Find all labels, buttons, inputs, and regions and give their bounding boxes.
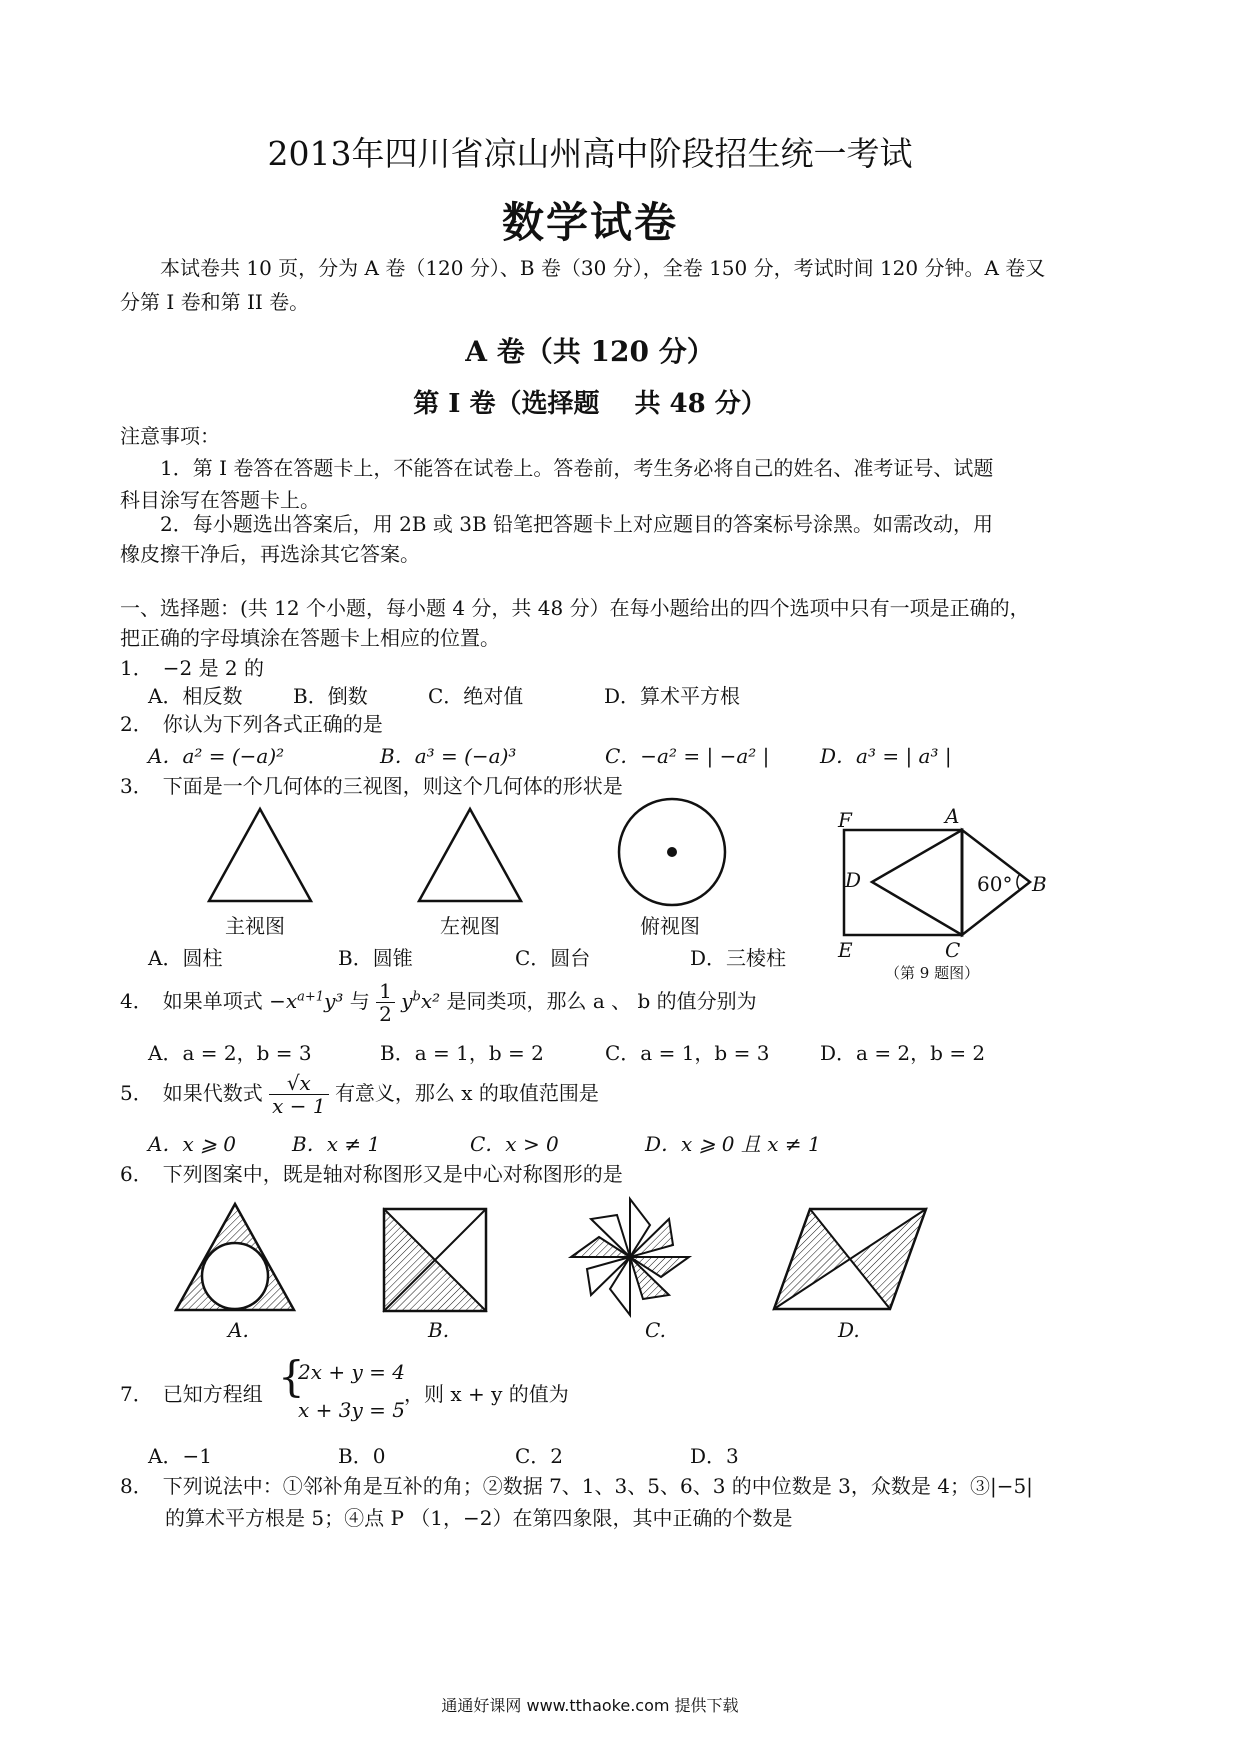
q7-option-a: A．−1: [148, 1444, 212, 1468]
q4-prefix: 4． 如果单项式: [120, 989, 263, 1013]
q4-with: 与: [349, 989, 370, 1013]
q8-line-1: 8． 下列说法中：①邻补角是互补的角；②数据 7、1、3、5、6、3 的中位数是 3，众数是 4；③|−5|: [120, 1474, 1033, 1498]
q3-top-view-label: 俯视图: [640, 914, 700, 938]
q4-term2-x: x²: [420, 989, 441, 1013]
q7-equation-2: x + 3y = 5: [298, 1398, 405, 1422]
q2-option-b: B．a³ = (−a)³: [380, 744, 517, 768]
exam-title: 2013年四川省凉山州高中阶段招生统一考试: [267, 134, 913, 173]
q4-suffix: 是同类项，那么 a 、 b 的值分别为: [446, 989, 757, 1013]
subject-title: 数学试卷: [501, 198, 678, 247]
q6-stem: 6． 下列图案中，既是轴对称图形又是中心对称图形的是: [120, 1162, 623, 1186]
q7-suffix: ，则 x + y 的值为: [404, 1382, 569, 1406]
q5-stem: [120, 1072, 599, 1117]
section-a-heading: A 卷（共 120 分）: [465, 335, 715, 368]
q4-option-c: C．a = 1，b = 3: [605, 1041, 770, 1065]
q4-term2: y: [401, 989, 413, 1013]
q3-top-view-figure: [615, 795, 730, 910]
notes-title: 注意事项：: [120, 424, 220, 448]
q1-option-b: B．倒数: [293, 684, 368, 708]
q6-figure-d: [770, 1205, 930, 1315]
q6-figure-a: [170, 1200, 300, 1315]
intro-line-2: 分第 I 卷和第 II 卷。: [120, 290, 310, 314]
q4-term2-exponent: b: [412, 989, 421, 1005]
q6-figure-c: [565, 1195, 695, 1320]
q4-option-b: B．a = 1，b = 2: [380, 1041, 544, 1065]
q3-option-b: B．圆锥: [338, 946, 413, 970]
q7-option-b: B．0: [338, 1444, 386, 1468]
note-2-line-2: 橡皮擦干净后，再选涂其它答案。: [120, 542, 420, 566]
q7-prefix: 7． 已知方程组: [120, 1382, 263, 1406]
q1-option-a: A．相反数: [148, 684, 243, 708]
q6-label-b: B.: [428, 1318, 450, 1342]
q1-option-d: D．算术平方根: [604, 684, 741, 708]
q4-option-d: D．a = 2，b = 2: [820, 1041, 986, 1065]
q8-line-2: 的算术平方根是 5；④点 P （1，−2）在第四象限，其中正确的个数是: [165, 1506, 793, 1530]
q4-fraction: [376, 980, 395, 1025]
mc-intro-line-1: 一、选择题：(共 12 个小题，每小题 4 分，共 48 分）在每小题给出的四个选项中只有一项是正确的，: [120, 596, 1030, 620]
fig9-point-a: A: [945, 804, 960, 828]
footer-credit: 通通好课网 www.tthaoke.com 提供下载: [441, 1696, 739, 1715]
mc-intro-line-2: 把正确的字母填涂在答题卡上相应的位置。: [120, 626, 500, 650]
q6-label-c: C.: [645, 1318, 666, 1342]
q3-side-view-figure: [415, 805, 525, 905]
fig9-point-b: B: [1032, 872, 1047, 896]
q5-option-b: B．x ≠ 1: [292, 1132, 381, 1156]
fig9-point-c: C: [945, 938, 961, 962]
fig9-point-e: E: [838, 938, 853, 962]
q2-stem: 2． 你认为下列各式正确的是: [120, 712, 383, 736]
q5-fraction-num: √x: [269, 1072, 328, 1095]
q7-equation-1: 2x + y = 4: [298, 1360, 405, 1384]
q4-stem: [120, 980, 757, 1025]
q2-option-a: A．a² = (−a)²: [148, 744, 285, 768]
note-1-line-2: 科目涂写在答题卡上。: [120, 488, 320, 512]
q3-option-a: A．圆柱: [148, 946, 223, 970]
q4-fraction-num: 1: [376, 980, 395, 1003]
fig9-point-f: F: [838, 808, 852, 832]
q3-side-view-label: 左视图: [440, 914, 500, 938]
q5-option-c: C．x > 0: [470, 1132, 559, 1156]
note-2-line-1: 2．每小题选出答案后，用 2B 或 3B 铅笔把答题卡上对应题目的答案标号涂黑。如需改动，用: [160, 512, 993, 536]
q4-term1-y: y³: [324, 989, 344, 1013]
q7-brace: {: [278, 1352, 305, 1401]
q3-stem: 3． 下面是一个几何体的三视图，则这个几何体的形状是: [120, 774, 623, 798]
q5-suffix: 有意义，那么 x 的取值范围是: [334, 1081, 599, 1105]
q3-option-c: C．圆台: [515, 946, 591, 970]
q2-option-d: D．a³ = | a³ |: [820, 744, 952, 768]
q6-label-d: D.: [838, 1318, 860, 1342]
q5-prefix: 5． 如果代数式: [120, 1081, 263, 1105]
q1-stem: 1． −2 是 2 的: [120, 656, 265, 680]
q2-option-c: C．−a² = | −a² |: [605, 744, 770, 768]
fig9-point-d: D: [845, 868, 862, 892]
q4-term1: −x: [269, 989, 298, 1013]
q7-option-c: C．2: [515, 1444, 564, 1468]
q7-option-d: D．3: [690, 1444, 739, 1468]
q5-option-d: D．x ⩾ 0 且 x ≠ 1: [645, 1132, 821, 1156]
q3-front-view-label: 主视图: [225, 914, 285, 938]
intro-line-1: 本试卷共 10 页，分为 A 卷（120 分）、B 卷（30 分），全卷 150 分，考试时间 120 分钟。A 卷又: [160, 256, 1046, 280]
fig9-angle-label: 60°: [977, 872, 1013, 896]
q1-option-c: C．绝对值: [428, 684, 524, 708]
q3-option-d: D．三棱柱: [690, 946, 787, 970]
q6-figure-b: [380, 1205, 490, 1315]
q3-front-view-figure: [205, 805, 315, 905]
q5-fraction-den: x − 1: [272, 1094, 326, 1118]
part-1-heading: 第 I 卷（选择题 共 48 分）: [413, 389, 767, 419]
q4-option-a: A．a = 2，b = 3: [148, 1041, 312, 1065]
q5-fraction: [269, 1072, 328, 1117]
fig9-caption: （第 9 题图）: [885, 964, 980, 982]
q4-fraction-den: 2: [379, 1002, 392, 1026]
q5-option-a: A．x ⩾ 0: [148, 1132, 236, 1156]
q6-label-a: A.: [228, 1318, 249, 1342]
q4-term1-exponent: a+1: [297, 989, 325, 1005]
note-1-line-1: 1．第 I 卷答在答题卡上，不能答在试卷上。答卷前，考生务必将自己的姓名、准考证号、试题: [160, 456, 994, 480]
